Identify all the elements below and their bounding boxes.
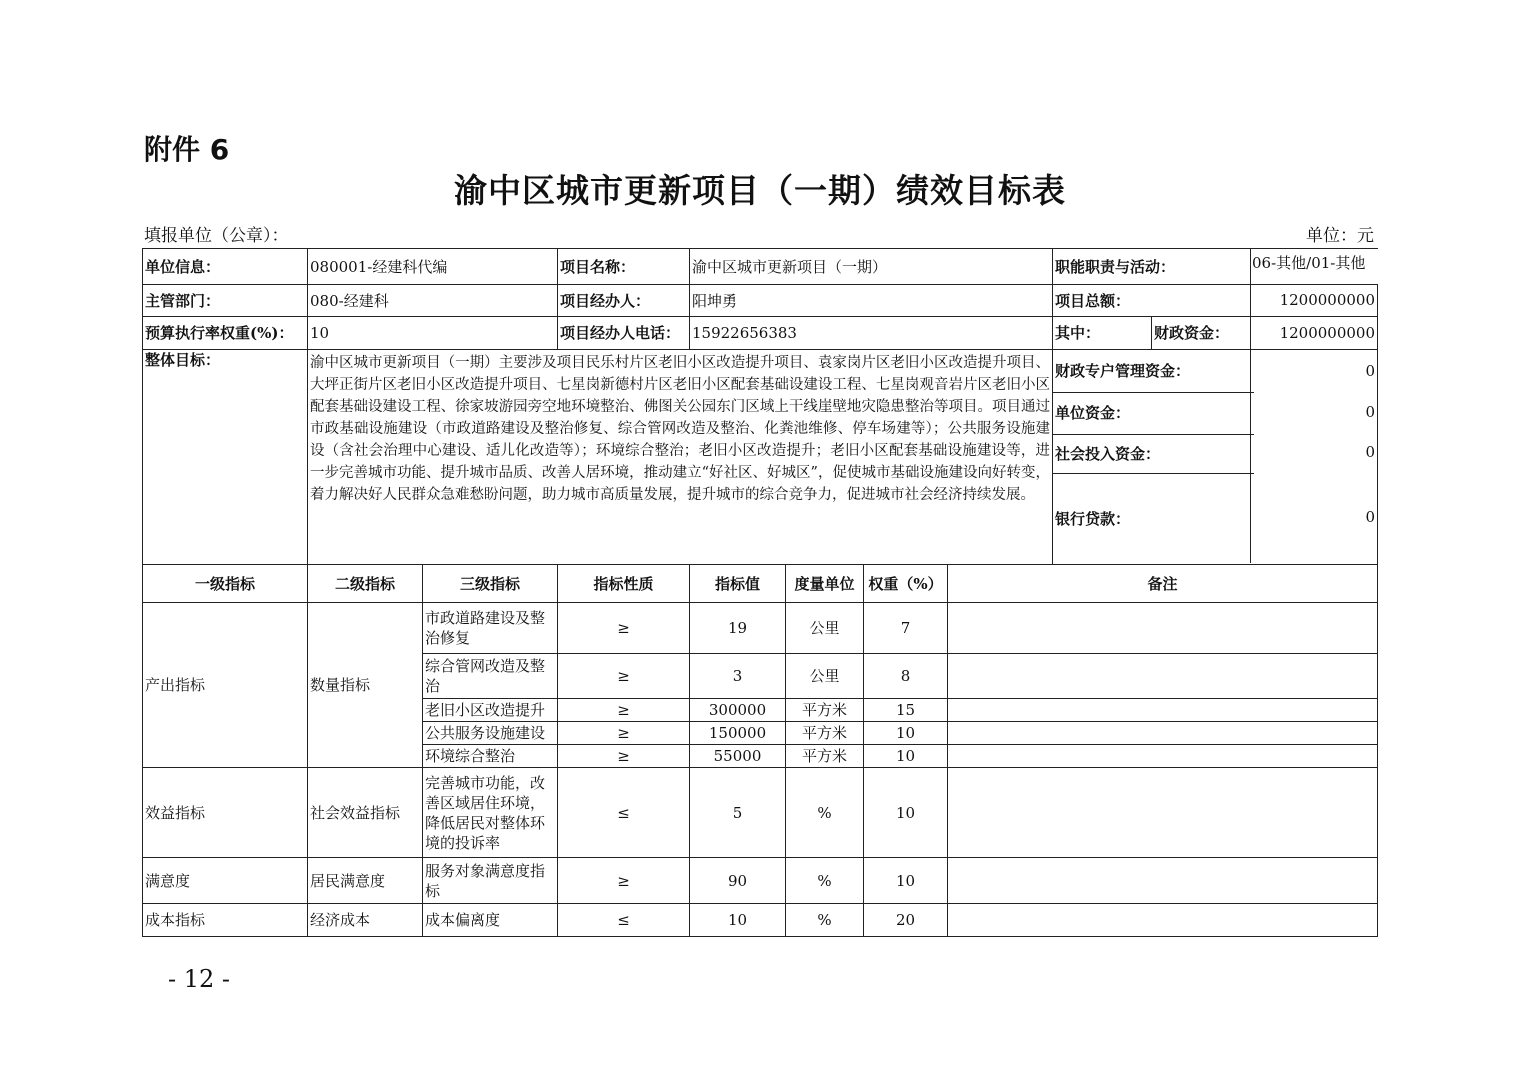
- goal-text: 渝中区城市更新项目（一期）主要涉及项目民乐村片区老旧小区改造提升项目、袁家岗片区老旧小区改造提升项目、大坪正街片区老旧小区改造提升项目、七星岗新德村片区老旧小区配套基础设建设工程、七星岗观音岩片区老旧小区配套基础设建设工程、徐家坡游园旁空地环境整治、佛图关公园东门区域上干线崖壁地灾隐患整治等项目。项目通过市政基础设施建设（市政道路建设及整治修复、综合管网改造及整治、化粪池维修、停车场建等）；公共服务设施建设（含社会治理中心建设、适儿化改造等）；环境综合整治；老旧小区改造提升；老旧小区配套基础设施建设等，进一步完善城市功能、提升城市品质、改善人居环境，推动建立“好社区、好城区”，促使城市基础设施建设向好转变，着力解决好人民群众急难愁盼问题，助力城市高质量发展，提升城市的综合竞争力，促进城市社会经济持续发展。: [308, 350, 1053, 565]
- row-unit: 平方米: [786, 722, 864, 745]
- fiscal-value: 1200000000: [1279, 324, 1375, 342]
- table-row: [143, 603, 1378, 654]
- row-nature: ≥: [558, 603, 690, 654]
- bank-loan-value: 0: [1365, 508, 1375, 526]
- duty-label: 职能职责与活动：: [1053, 249, 1378, 285]
- row-value: 55000: [690, 745, 786, 768]
- col-l2-header: 二级指标: [308, 565, 423, 603]
- attachment-label: 附件 6: [144, 133, 230, 166]
- col-weight-header: 权重（%）: [864, 565, 948, 603]
- row-l3: 公共服务设施建设: [423, 722, 558, 745]
- row-weight: 7: [864, 603, 948, 654]
- col-l3-header: 三级指标: [423, 565, 558, 603]
- row-weight: 10: [864, 722, 948, 745]
- unit-fund-value: 0: [1365, 403, 1375, 421]
- social-fund-value: 0: [1365, 443, 1375, 461]
- row-note: [948, 654, 1378, 699]
- row-value: 3: [690, 654, 786, 699]
- total-label: 项目总额：: [1053, 285, 1378, 317]
- unit-info-label: 单位信息：: [143, 249, 308, 285]
- page-number: - 12 -: [168, 965, 231, 993]
- total-value: 1200000000: [1279, 291, 1375, 309]
- info-row-2: [143, 285, 1378, 317]
- among-label: 其中：: [1053, 317, 1152, 350]
- row-note: [948, 603, 1378, 654]
- bank-loan-label: 银行贷款：: [1055, 510, 1131, 528]
- dept-label: 主管部门：: [143, 285, 308, 317]
- row-weight: 8: [864, 654, 948, 699]
- column-header-row: [143, 565, 1378, 603]
- row-note: [948, 699, 1378, 722]
- row-note: [948, 858, 1378, 904]
- row-l3: 服务对象满意度指标: [423, 858, 558, 904]
- group-satisfaction-l2: 居民满意度: [308, 858, 423, 904]
- special-fund-label: 财政专户管理资金：: [1053, 350, 1254, 393]
- goal-row: [143, 350, 1378, 565]
- fiscal-label: 财政资金：: [1152, 317, 1378, 350]
- row-value: 19: [690, 603, 786, 654]
- col-nature-header: 指标性质: [558, 565, 690, 603]
- row-value: 150000: [690, 722, 786, 745]
- row-nature: ≥: [558, 699, 690, 722]
- social-fund-label: 社会投入资金：: [1053, 435, 1254, 474]
- group-output-l2: 数量指标: [308, 603, 423, 768]
- row-weight: 10: [864, 768, 948, 858]
- row-unit: 公里: [786, 654, 864, 699]
- row-l3: 综合管网改造及整治: [423, 654, 558, 699]
- weight-value: 10: [308, 317, 558, 350]
- row-weight: 10: [864, 858, 948, 904]
- row-l3: 完善城市功能，改善区域居住环境，降低居民对整体环境的投诉率: [423, 768, 558, 858]
- row-unit: %: [786, 768, 864, 858]
- row-nature: ≤: [558, 768, 690, 858]
- group-satisfaction-l1: 满意度: [143, 858, 308, 904]
- table-row: [143, 858, 1378, 904]
- performance-target-table: [142, 248, 1378, 937]
- row-l3: 老旧小区改造提升: [423, 699, 558, 722]
- row-nature: ≥: [558, 858, 690, 904]
- value-column-divider: [1250, 248, 1251, 563]
- row-unit: %: [786, 904, 864, 937]
- row-note: [948, 768, 1378, 858]
- col-unit-header: 度量单位: [786, 565, 864, 603]
- page-title: 渝中区城市更新项目（一期）绩效目标表: [454, 171, 1066, 210]
- row-unit: %: [786, 858, 864, 904]
- row-unit: 公里: [786, 603, 864, 654]
- unit-fund-label: 单位资金：: [1053, 393, 1254, 435]
- row-value: 90: [690, 858, 786, 904]
- row-weight: 20: [864, 904, 948, 937]
- row-l3: 环境综合整治: [423, 745, 558, 768]
- row-nature: ≥: [558, 722, 690, 745]
- dept-value: 080-经建科: [308, 285, 558, 317]
- row-l3: 成本偏离度: [423, 904, 558, 937]
- group-benefit-l2: 社会效益指标: [308, 768, 423, 858]
- row-value: 10: [690, 904, 786, 937]
- col-note-header: 备注: [948, 565, 1378, 603]
- currency-unit-label: 单位：元: [1306, 226, 1374, 246]
- phone-label: 项目经办人电话：: [558, 317, 690, 350]
- row-weight: 15: [864, 699, 948, 722]
- manager-value: 阳坤勇: [690, 285, 1053, 317]
- filler-unit-label: 填报单位（公章）：: [144, 226, 289, 246]
- group-benefit-l1: 效益指标: [143, 768, 308, 858]
- col-value-header: 指标值: [690, 565, 786, 603]
- manager-label: 项目经办人：: [558, 285, 690, 317]
- col-l1-header: 一级指标: [143, 565, 308, 603]
- table-row: [143, 768, 1378, 858]
- special-fund-value: 0: [1365, 362, 1375, 380]
- info-row-3: [143, 317, 1378, 350]
- weight-label: 预算执行率权重(%)：: [143, 317, 308, 350]
- row-weight: 10: [864, 745, 948, 768]
- row-nature: ≥: [558, 745, 690, 768]
- row-note: [948, 745, 1378, 768]
- row-l3: 市政道路建设及整治修复: [423, 603, 558, 654]
- info-row-1: [143, 249, 1378, 285]
- group-cost-l2: 经济成本: [308, 904, 423, 937]
- group-output-l1: 产出指标: [143, 603, 308, 768]
- phone-value: 15922656383: [690, 317, 1053, 350]
- unit-info-value: 080001-经建科代编: [308, 249, 558, 285]
- row-value: 300000: [690, 699, 786, 722]
- project-name-label: 项目名称：: [558, 249, 690, 285]
- row-unit: 平方米: [786, 745, 864, 768]
- row-note: [948, 722, 1378, 745]
- group-cost-l1: 成本指标: [143, 904, 308, 937]
- row-note: [948, 904, 1378, 937]
- duty-value: 06-其他/01-其他: [1252, 254, 1366, 272]
- row-unit: 平方米: [786, 699, 864, 722]
- row-nature: ≥: [558, 654, 690, 699]
- table-row: [143, 904, 1378, 937]
- row-value: 5: [690, 768, 786, 858]
- row-nature: ≤: [558, 904, 690, 937]
- goal-label: 整体目标：: [143, 350, 308, 565]
- project-name-value: 渝中区城市更新项目（一期）: [690, 249, 1053, 285]
